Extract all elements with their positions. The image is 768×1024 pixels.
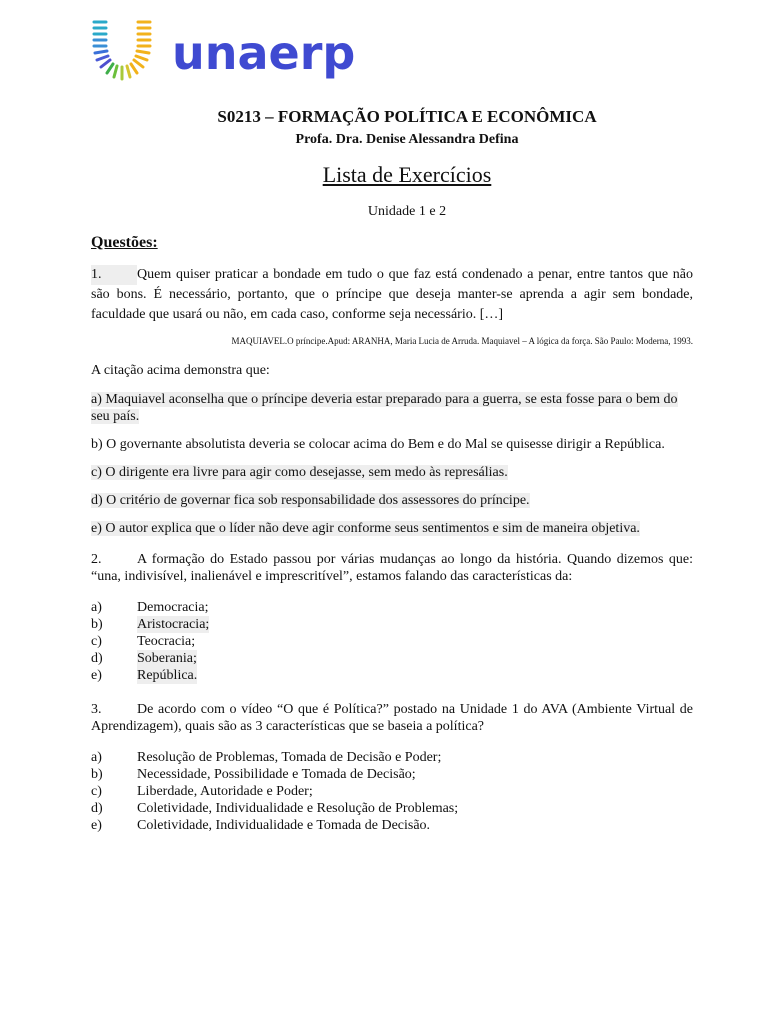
option-text: Resolução de Problemas, Tomada de Decisão e Poder; bbox=[137, 750, 442, 765]
logo-wordmark: unaerp bbox=[172, 26, 356, 80]
list-item bbox=[91, 749, 693, 766]
course-title: S0213 – FORMAÇÃO POLÍTICA E ECONÔMICA bbox=[217, 107, 597, 126]
option-text: Democracia; bbox=[137, 600, 209, 615]
question-number: 2. bbox=[91, 552, 102, 567]
list-item bbox=[91, 633, 693, 650]
option-letter: b) bbox=[91, 767, 103, 782]
question-text: De acordo com o vídeo “O que é Política?” postado na Unidade 1 do AVA (Ambiente Virtual de Aprendizagem), quais são as 3 características que se baseia a política? bbox=[91, 702, 693, 734]
question-prompt: A citação acima demonstra que: bbox=[91, 363, 270, 378]
list-item bbox=[91, 616, 693, 633]
option-letter: d) bbox=[91, 801, 103, 816]
option-a bbox=[91, 391, 693, 425]
option-text: d) O critério de governar fica sob responsabilidade dos assessores do príncipe. bbox=[91, 493, 530, 508]
question-text: Quem quiser praticar a bondade em tudo o que faz está condenado a penar, entre tantos que não são bons. É necessário, portanto, que o príncipe que deseja manter-se aprenda a agir sem bondade, faculdade que usará ou não, em cada caso, conforme seja necessário. […] bbox=[91, 267, 693, 322]
list-item bbox=[91, 817, 693, 834]
logo-mark-icon bbox=[90, 18, 170, 84]
document-body bbox=[91, 234, 693, 834]
question-number: 1. bbox=[91, 265, 137, 285]
page-title: Lista de Exercícios bbox=[322, 162, 492, 187]
option-letter: e) bbox=[91, 668, 102, 683]
list-item bbox=[91, 650, 693, 667]
question-number: 3. bbox=[91, 702, 102, 717]
option-letter: a) bbox=[91, 600, 102, 615]
option-text: Teocracia; bbox=[137, 634, 196, 649]
option-text: Necessidade, Possibilidade e Tomada de Decisão; bbox=[137, 767, 416, 782]
page-subtitle: Unidade 1 e 2 bbox=[367, 204, 447, 219]
option-e bbox=[91, 520, 693, 537]
question-1 bbox=[91, 265, 693, 325]
option-text: a) Maquiavel aconselha que o príncipe deveria estar preparado para a guerra, se esta fosse para o bem do seu país. bbox=[91, 392, 678, 424]
option-c bbox=[91, 464, 693, 481]
option-letter: c) bbox=[91, 634, 102, 649]
option-text: c) O dirigente era livre para agir como desejasse, sem medo às represálias. bbox=[91, 465, 508, 480]
professor-name: Profa. Dra. Denise Alessandra Defina bbox=[295, 132, 519, 147]
citation: MAQUIAVEL.O príncipe.Apud: ARANHA, Maria Lucia de Arruda. Maquiavel – A lógica da força. São Paulo: Moderna, 1993. bbox=[231, 336, 693, 346]
option-text: República. bbox=[137, 668, 198, 683]
option-text: Liberdade, Autoridade e Poder; bbox=[137, 784, 313, 799]
question-3 bbox=[91, 701, 693, 735]
question-2 bbox=[91, 551, 693, 585]
option-text: Aristocracia; bbox=[137, 617, 210, 632]
options-list bbox=[91, 599, 693, 684]
option-text: Soberania; bbox=[137, 651, 197, 666]
list-item bbox=[91, 766, 693, 783]
option-b: b) O governante absolutista deveria se colocar acima do Bem e do Mal se quisesse dirigir a República. bbox=[91, 437, 665, 452]
section-heading: Questões: bbox=[91, 234, 158, 251]
list-item bbox=[91, 783, 693, 800]
option-letter: d) bbox=[91, 651, 103, 666]
question-text: A formação do Estado passou por várias mudanças ao longo da história. Quando dizemos que: “una, indivisível, inalienável e imprescritível”, estamos falando das características da: bbox=[91, 552, 693, 584]
option-text: Coletividade, Individualidade e Resolução de Problemas; bbox=[137, 801, 459, 816]
option-text: Coletividade, Individualidade e Tomada de Decisão. bbox=[137, 818, 431, 833]
unaerp-logo bbox=[90, 18, 360, 84]
option-letter: b) bbox=[91, 617, 103, 632]
option-letter: c) bbox=[91, 784, 102, 799]
options-list bbox=[91, 749, 693, 834]
option-d bbox=[91, 492, 693, 509]
list-item bbox=[91, 800, 693, 817]
list-item bbox=[91, 667, 693, 684]
option-letter: a) bbox=[91, 750, 102, 765]
option-text: e) O autor explica que o líder não deve agir conforme seus sentimentos e sim de maneira objetiva. bbox=[91, 521, 640, 536]
list-item bbox=[91, 599, 693, 616]
option-letter: e) bbox=[91, 818, 102, 833]
